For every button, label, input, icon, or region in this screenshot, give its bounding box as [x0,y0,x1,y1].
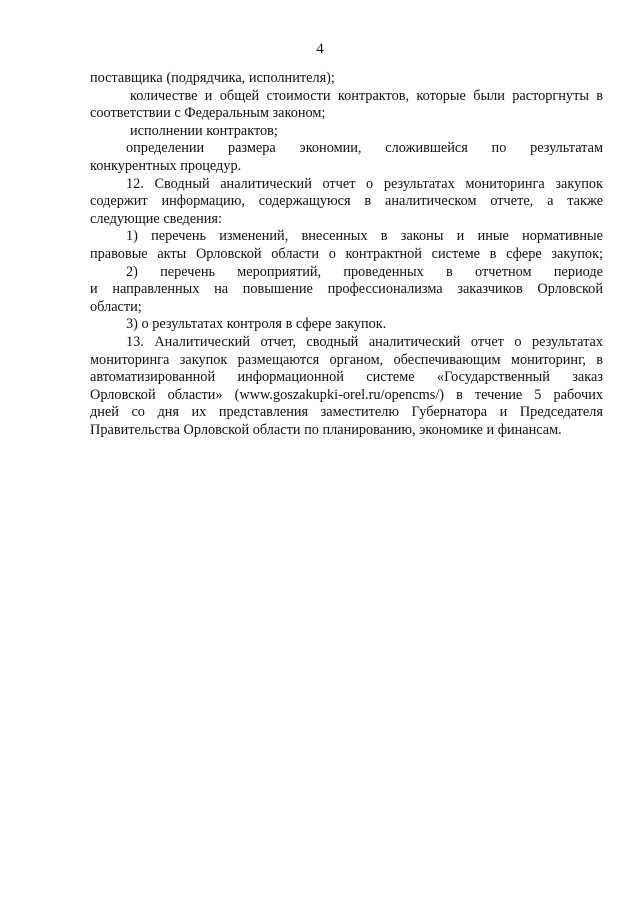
text-line: правовые акты Орловской области о контрактной системе в сфере закупок; [90,245,603,262]
text-line: соответствии с Федеральным законом; [90,105,326,122]
text-line: области; [90,298,142,315]
text-line: Правительства Орловской области по планированию, экономике и финансам. [90,421,562,438]
text-line: количестве и общей стоимости контрактов, которые были расторгнуты в [130,87,603,104]
text-line: следующие сведения: [90,210,222,227]
document-body [90,70,603,439]
text-line: содержит информацию, содержащуюся в аналитическом отчете, а также [90,193,603,210]
text-line: поставщика (подрядчика, исполнителя); [90,70,335,86]
text-line: 2) перечень мероприятий, проведенных в отчетном периоде [126,263,603,280]
text-line: определении размера экономии, сложившейся по результатам [126,140,603,157]
text-line: Орловской области» (www.goszakupki-orel.ru/opencms/) в течение 5 рабочих [90,386,603,403]
text-line: 13. Аналитический отчет, сводный аналитический отчет о результатах [126,333,603,350]
text-line: 3) о результатах контроля в сфере закупок. [126,316,387,333]
page-number: 4 [316,41,324,57]
text-line: 1) перечень изменений, внесенных в законы и иные нормативные [126,228,603,245]
text-line: 12. Сводный аналитический отчет о результатах мониторинга закупок [126,175,603,192]
text-line: конкурентных процедур. [90,157,242,174]
text-line: дней со дня их представления заместителю Губернатора и Председателя [90,404,603,421]
text-line: и направленных на повышение профессионализма заказчиков Орловской [90,281,603,298]
text-line: мониторинга закупок размещаются органом, обеспечивающим мониторинг, в [90,351,603,368]
text-line: исполнении контрактов; [130,122,278,139]
text-line: автоматизированной информационной системе «Государственный заказ [90,369,603,386]
